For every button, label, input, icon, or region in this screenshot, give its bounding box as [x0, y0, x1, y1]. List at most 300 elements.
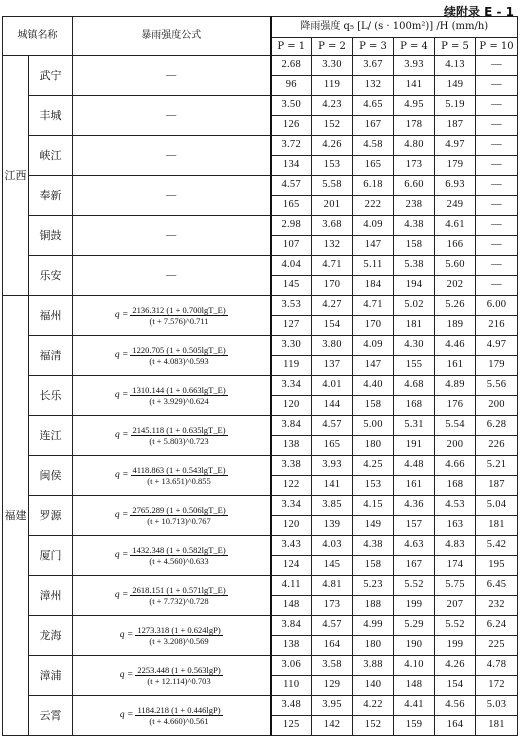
intensity-q-value: 3.06 [271, 656, 312, 676]
intensity-q-value: 3.80 [312, 336, 353, 356]
intensity-h-value: 168 [394, 396, 435, 416]
formula-numerator: 2136.312 (1 + 0.700lgT_E) [132, 304, 226, 315]
table-row [3, 656, 518, 676]
intensity-q-value: 4.63 [394, 536, 435, 556]
formula-denominator: (t + 5.803)^0.723 [149, 436, 209, 446]
formula-denominator: (t + 10.713)^0.767 [147, 516, 211, 526]
intensity-q-value: — [476, 256, 518, 276]
intensity-q-value: 3.38 [271, 456, 312, 476]
formula-cell [73, 96, 271, 136]
table-row [3, 176, 518, 196]
intensity-q-value: 4.53 [435, 496, 476, 516]
header-period: P = 10 [476, 38, 518, 56]
intensity-h-value: 163 [435, 516, 476, 536]
formula-q-label: q = [119, 669, 134, 680]
formula-cell [73, 296, 271, 336]
formula-q-label: q = [114, 549, 129, 560]
formula-fraction [130, 346, 227, 366]
intensity-q-value: 4.97 [435, 136, 476, 156]
intensity-h-value: 153 [312, 156, 353, 176]
intensity-q-value: 4.57 [312, 416, 353, 436]
intensity-h-value: 127 [271, 316, 312, 336]
intensity-h-value: — [476, 116, 518, 136]
formula-cell [73, 176, 271, 216]
formula-fraction [131, 466, 228, 486]
intensity-q-value: 4.15 [353, 496, 394, 516]
intensity-q-value: 5.26 [435, 296, 476, 316]
intensity-q-value: 4.30 [394, 336, 435, 356]
formula-q-label: q = [119, 629, 134, 640]
intensity-q-value: 4.09 [353, 216, 394, 236]
formula-q-label: q = [114, 589, 129, 600]
city-name: 云霄 [29, 696, 73, 736]
city-name: 乐安 [29, 256, 73, 296]
intensity-q-value: 5.02 [394, 296, 435, 316]
intensity-h-value: 161 [435, 356, 476, 376]
formula-dash: — [166, 109, 177, 121]
intensity-q-value: 4.71 [312, 256, 353, 276]
intensity-h-value: 190 [394, 636, 435, 656]
formula-numerator: 1310.144 (1 + 0.663lgT_E) [132, 384, 226, 395]
city-name: 厦门 [29, 536, 73, 576]
city-name: 罗源 [29, 496, 73, 536]
intensity-q-value: 3.84 [271, 616, 312, 636]
intensity-h-value: 222 [353, 196, 394, 216]
formula-fraction [131, 426, 228, 446]
formula-fraction [130, 506, 227, 526]
intensity-h-value: 137 [312, 356, 353, 376]
intensity-q-value: 6.24 [476, 616, 518, 636]
province-cell: 江西 [3, 56, 29, 296]
table-row [3, 376, 518, 396]
intensity-h-value: 122 [271, 476, 312, 496]
formula-denominator: (t + 4.083)^0.593 [149, 356, 209, 366]
formula-fraction [130, 386, 227, 406]
intensity-h-value: 147 [353, 236, 394, 256]
intensity-h-value: — [476, 196, 518, 216]
formula-fraction [130, 586, 227, 606]
intensity-h-value: 161 [394, 476, 435, 496]
intensity-h-value: 149 [353, 516, 394, 536]
intensity-q-value: 5.19 [435, 96, 476, 116]
intensity-h-value: 174 [435, 556, 476, 576]
intensity-q-value: 4.04 [271, 256, 312, 276]
intensity-h-value: 138 [271, 436, 312, 456]
intensity-q-value: 4.01 [312, 376, 353, 396]
formula-dash: — [166, 189, 177, 201]
intensity-h-value: 178 [394, 116, 435, 136]
intensity-h-value: 126 [271, 116, 312, 136]
intensity-q-value: 4.38 [353, 536, 394, 556]
intensity-q-value: 6.45 [476, 576, 518, 596]
intensity-h-value: 153 [353, 476, 394, 496]
formula-numerator: 1273.318 (1 + 0.624lgP) [137, 624, 221, 635]
intensity-q-value: 6.00 [476, 296, 518, 316]
intensity-q-value: 6.28 [476, 416, 518, 436]
city-name: 峡江 [29, 136, 73, 176]
intensity-q-value: 5.31 [394, 416, 435, 436]
table-row [3, 696, 518, 716]
intensity-h-value: 173 [312, 596, 353, 616]
intensity-h-value: 181 [476, 716, 518, 736]
intensity-q-value: 4.61 [435, 216, 476, 236]
intensity-h-value: 181 [394, 316, 435, 336]
table-row [3, 256, 518, 276]
intensity-q-value: 4.58 [353, 136, 394, 156]
formula-q-label: q = [114, 429, 129, 440]
intensity-h-value: 129 [312, 676, 353, 696]
formula-expression [120, 626, 223, 646]
intensity-h-value: 132 [353, 76, 394, 96]
intensity-q-value: 3.84 [271, 416, 312, 436]
intensity-h-value: 110 [271, 676, 312, 696]
intensity-q-value: 5.75 [435, 576, 476, 596]
table-row [3, 296, 518, 316]
intensity-h-value: 145 [312, 556, 353, 576]
intensity-q-value: 3.48 [271, 696, 312, 716]
intensity-h-value: 184 [353, 276, 394, 296]
formula-numerator: 1432.348 (1 + 0.582lgT_E) [132, 544, 226, 555]
intensity-q-value: 5.58 [312, 176, 353, 196]
formula-q-label: q = [114, 349, 129, 360]
city-name: 龙海 [29, 616, 73, 656]
intensity-q-value: 6.18 [353, 176, 394, 196]
table-row [3, 416, 518, 436]
intensity-h-value: 180 [353, 436, 394, 456]
intensity-h-value: 159 [394, 716, 435, 736]
intensity-h-value: 172 [476, 676, 518, 696]
intensity-q-value: 4.78 [476, 656, 518, 676]
intensity-q-value: 4.99 [353, 616, 394, 636]
intensity-q-value: 4.26 [435, 656, 476, 676]
intensity-q-value: 5.54 [435, 416, 476, 436]
formula-cell [73, 536, 271, 576]
intensity-q-value: 4.97 [476, 336, 518, 356]
formula-dash: — [166, 229, 177, 241]
intensity-h-value: 147 [353, 356, 394, 376]
intensity-q-value: 4.41 [394, 696, 435, 716]
intensity-h-value: 144 [312, 396, 353, 416]
intensity-h-value: 180 [353, 636, 394, 656]
intensity-h-value: 158 [353, 556, 394, 576]
intensity-q-value: 5.56 [476, 376, 518, 396]
formula-fraction [130, 546, 227, 566]
formula-numerator: 2145.118 (1 + 0.635lgT_E) [132, 424, 226, 435]
intensity-q-value: 4.09 [353, 336, 394, 356]
formula-dash: — [166, 69, 177, 81]
intensity-q-value: — [476, 136, 518, 156]
header-period: P = 2 [312, 38, 353, 56]
formula-expression [115, 506, 228, 526]
formula-denominator: (t + 4.660)^0.561 [149, 716, 209, 726]
intensity-q-value: 4.38 [394, 216, 435, 236]
intensity-q-value: 4.95 [394, 96, 435, 116]
intensity-h-value: 155 [394, 356, 435, 376]
intensity-q-value: 3.34 [271, 496, 312, 516]
formula-denominator: (t + 13.651)^0.855 [147, 476, 211, 486]
province-cell: 福建 [3, 296, 29, 736]
city-name: 奉新 [29, 176, 73, 216]
header-period: P = 3 [353, 38, 394, 56]
intensity-h-value: 187 [435, 116, 476, 136]
intensity-h-value: 120 [271, 516, 312, 536]
intensity-q-value: 3.93 [312, 456, 353, 476]
intensity-h-value: 119 [312, 76, 353, 96]
header-period: P = 1 [271, 38, 312, 56]
intensity-h-value: 140 [353, 676, 394, 696]
intensity-q-value: — [476, 176, 518, 196]
intensity-q-value: 3.67 [353, 56, 394, 76]
intensity-h-value: 148 [394, 676, 435, 696]
formula-fraction [130, 306, 227, 326]
table-row [3, 96, 518, 116]
intensity-h-value: 107 [271, 236, 312, 256]
intensity-q-value: 4.03 [312, 536, 353, 556]
table-row [3, 616, 518, 636]
intensity-h-value: 124 [271, 556, 312, 576]
intensity-h-value: 165 [312, 436, 353, 456]
city-name: 武宁 [29, 56, 73, 96]
city-name: 福州 [29, 296, 73, 336]
formula-denominator: (t + 7.732)^0.728 [149, 596, 209, 606]
city-name: 连江 [29, 416, 73, 456]
intensity-h-value: 232 [476, 596, 518, 616]
intensity-q-value: 3.85 [312, 496, 353, 516]
intensity-h-value: 165 [353, 156, 394, 176]
formula-fraction [135, 706, 222, 726]
city-name: 福清 [29, 336, 73, 376]
header-period: P = 5 [435, 38, 476, 56]
formula-dash: — [166, 149, 177, 161]
intensity-q-value: 3.43 [271, 536, 312, 556]
formula-numerator: 1184.218 (1 + 0.446lgP) [137, 704, 221, 715]
intensity-h-value: 168 [435, 476, 476, 496]
intensity-q-value: 5.42 [476, 536, 518, 556]
formula-cell [73, 216, 271, 256]
intensity-h-value: 167 [394, 556, 435, 576]
intensity-q-value: 3.72 [271, 136, 312, 156]
intensity-h-value: 202 [435, 276, 476, 296]
intensity-h-value: 164 [435, 716, 476, 736]
intensity-q-value: 4.27 [312, 296, 353, 316]
rainfall-intensity-table [2, 16, 518, 736]
intensity-q-value: 3.58 [312, 656, 353, 676]
intensity-q-value: 2.98 [271, 216, 312, 236]
table-row [3, 136, 518, 156]
intensity-h-value: 152 [353, 716, 394, 736]
intensity-q-value: 4.10 [394, 656, 435, 676]
intensity-q-value: 4.57 [312, 616, 353, 636]
formula-cell [73, 336, 271, 376]
header-intensity: 降雨强度 q₅ [L/ (s · 100m²)] /H (mm/h) [271, 17, 518, 38]
intensity-h-value: 170 [353, 316, 394, 336]
intensity-q-value: 5.60 [435, 256, 476, 276]
intensity-q-value: 5.03 [476, 696, 518, 716]
intensity-h-value: 157 [394, 516, 435, 536]
formula-numerator: 2618.151 (1 + 0.571lgT_E) [132, 584, 226, 595]
formula-cell [73, 56, 271, 96]
intensity-q-value: — [476, 96, 518, 116]
formula-expression [115, 426, 228, 446]
intensity-q-value: 3.30 [312, 56, 353, 76]
intensity-h-value: 139 [312, 516, 353, 536]
intensity-q-value: 4.36 [394, 496, 435, 516]
intensity-h-value: 158 [353, 396, 394, 416]
intensity-q-value: 4.26 [312, 136, 353, 156]
intensity-h-value: 207 [435, 596, 476, 616]
intensity-q-value: 4.71 [353, 296, 394, 316]
table-row [3, 56, 518, 76]
intensity-q-value: 5.52 [435, 616, 476, 636]
table-row [3, 496, 518, 516]
intensity-q-value: 4.83 [435, 536, 476, 556]
formula-cell [73, 256, 271, 296]
intensity-q-value: — [476, 56, 518, 76]
intensity-q-value: 3.50 [271, 96, 312, 116]
intensity-q-value: 4.56 [435, 696, 476, 716]
intensity-q-value: 6.60 [394, 176, 435, 196]
intensity-h-value: — [476, 76, 518, 96]
city-name: 丰城 [29, 96, 73, 136]
intensity-q-value: 4.80 [394, 136, 435, 156]
intensity-h-value: — [476, 156, 518, 176]
intensity-h-value: 200 [435, 436, 476, 456]
table-row [3, 336, 518, 356]
intensity-h-value: 154 [312, 316, 353, 336]
header-city: 城镇名称 [3, 17, 73, 56]
intensity-h-value: 158 [394, 236, 435, 256]
city-name: 闽侯 [29, 456, 73, 496]
intensity-h-value: 141 [394, 76, 435, 96]
intensity-h-value: 120 [271, 396, 312, 416]
city-name: 铜鼓 [29, 216, 73, 256]
intensity-q-value: 4.57 [271, 176, 312, 196]
intensity-q-value: 6.93 [435, 176, 476, 196]
formula-q-label: q = [119, 709, 134, 720]
formula-expression [115, 346, 228, 366]
formula-expression [115, 586, 228, 606]
intensity-h-value: 176 [435, 396, 476, 416]
intensity-q-value: 5.29 [394, 616, 435, 636]
intensity-h-value: 179 [476, 356, 518, 376]
table-row [3, 456, 518, 476]
header-period: P = 4 [394, 38, 435, 56]
intensity-q-value: 5.52 [394, 576, 435, 596]
intensity-h-value: 189 [435, 316, 476, 336]
formula-denominator: (t + 12.114)^0.703 [147, 676, 211, 686]
table-row [3, 536, 518, 556]
intensity-h-value: 149 [435, 76, 476, 96]
intensity-q-value: — [476, 216, 518, 236]
intensity-q-value: 3.93 [394, 56, 435, 76]
intensity-h-value: 164 [312, 636, 353, 656]
formula-cell [73, 496, 271, 536]
intensity-h-value: 141 [312, 476, 353, 496]
formula-cell [73, 376, 271, 416]
intensity-h-value: 199 [435, 636, 476, 656]
intensity-h-value: 145 [271, 276, 312, 296]
continuation-label: 续附录 E - 1 [443, 5, 514, 19]
intensity-h-value: 187 [476, 476, 518, 496]
table-row [3, 216, 518, 236]
intensity-h-value: 154 [435, 676, 476, 696]
intensity-q-value: 4.66 [435, 456, 476, 476]
intensity-q-value: 4.23 [312, 96, 353, 116]
intensity-h-value: 170 [312, 276, 353, 296]
intensity-q-value: 3.34 [271, 376, 312, 396]
formula-q-label: q = [114, 509, 129, 520]
intensity-h-value: 191 [394, 436, 435, 456]
intensity-h-value: 167 [353, 116, 394, 136]
intensity-h-value: 142 [312, 716, 353, 736]
formula-expression [120, 666, 223, 686]
intensity-q-value: 4.81 [312, 576, 353, 596]
intensity-h-value: 119 [271, 356, 312, 376]
formula-expression [115, 386, 228, 406]
formula-expression [115, 546, 228, 566]
formula-fraction [135, 626, 222, 646]
intensity-h-value: 226 [476, 436, 518, 456]
intensity-q-value: 4.48 [394, 456, 435, 476]
intensity-h-value: 249 [435, 196, 476, 216]
formula-denominator: (t + 3.929)^0.624 [149, 396, 209, 406]
formula-cell [73, 456, 271, 496]
intensity-h-value: 125 [271, 716, 312, 736]
intensity-h-value: 195 [476, 556, 518, 576]
intensity-q-value: 4.40 [353, 376, 394, 396]
intensity-q-value: 5.21 [476, 456, 518, 476]
formula-cell [73, 136, 271, 176]
intensity-h-value: 179 [435, 156, 476, 176]
formula-denominator: (t + 3.208)^0.569 [149, 636, 209, 646]
formula-expression [115, 306, 228, 326]
intensity-q-value: 4.89 [435, 376, 476, 396]
intensity-h-value: 138 [271, 636, 312, 656]
intensity-q-value: 3.53 [271, 296, 312, 316]
intensity-h-value: 225 [476, 636, 518, 656]
intensity-h-value: 200 [476, 396, 518, 416]
formula-cell [73, 656, 271, 696]
intensity-q-value: 4.68 [394, 376, 435, 396]
intensity-q-value: 4.22 [353, 696, 394, 716]
formula-denominator: (t + 7.576)^0.711 [149, 316, 209, 326]
intensity-h-value: 132 [312, 236, 353, 256]
intensity-q-value: 4.65 [353, 96, 394, 116]
city-name: 长乐 [29, 376, 73, 416]
intensity-q-value: 4.13 [435, 56, 476, 76]
formula-cell [73, 616, 271, 656]
intensity-q-value: 3.30 [271, 336, 312, 356]
city-name: 漳浦 [29, 656, 73, 696]
intensity-h-value: 238 [394, 196, 435, 216]
city-name: 漳州 [29, 576, 73, 616]
intensity-h-value: — [476, 276, 518, 296]
intensity-q-value: 5.38 [394, 256, 435, 276]
intensity-q-value: 4.25 [353, 456, 394, 476]
intensity-h-value: 194 [394, 276, 435, 296]
formula-numerator: 2253.448 (1 + 0.563lgP) [137, 664, 221, 675]
formula-q-label: q = [114, 309, 129, 320]
intensity-q-value: 3.95 [312, 696, 353, 716]
header-formula: 暴雨强度公式 [73, 17, 271, 56]
formula-dash: — [166, 269, 177, 281]
intensity-h-value: 134 [271, 156, 312, 176]
intensity-h-value: — [476, 236, 518, 256]
intensity-q-value: 2.68 [271, 56, 312, 76]
formula-cell [73, 576, 271, 616]
intensity-q-value: 5.11 [353, 256, 394, 276]
intensity-h-value: 201 [312, 196, 353, 216]
